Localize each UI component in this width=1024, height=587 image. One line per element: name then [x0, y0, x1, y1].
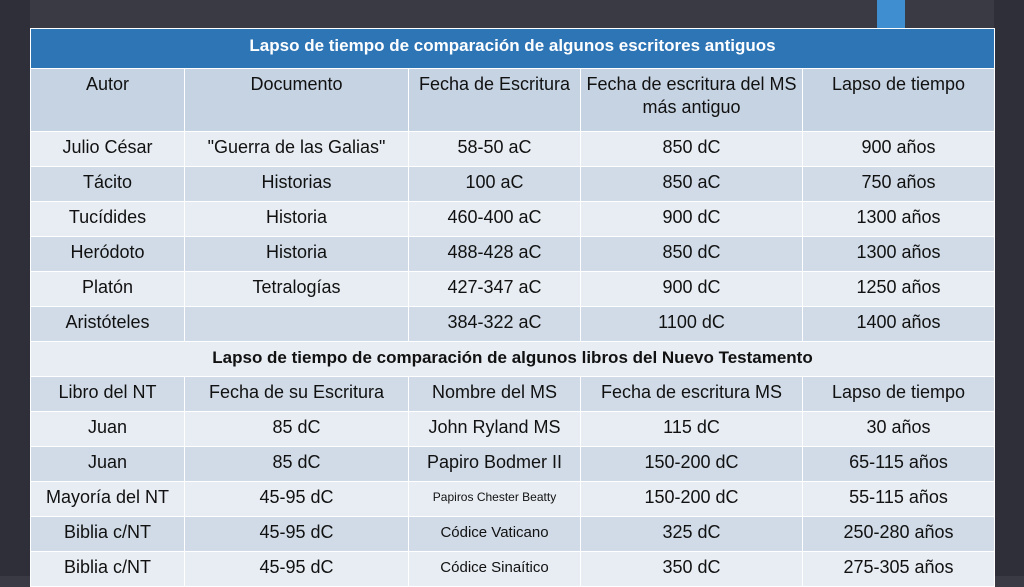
- table-cell: 1300 años: [803, 237, 995, 272]
- table2-header-cell: Nombre del MS: [409, 377, 581, 412]
- table-cell: 45-95 dC: [185, 552, 409, 587]
- table-cell: 65-115 años: [803, 447, 995, 482]
- table-cell: 115 dC: [581, 412, 803, 447]
- comparison-table: [30, 28, 995, 587]
- table1-header-cell: Fecha de Escritura: [409, 69, 581, 132]
- table-cell: 1300 años: [803, 202, 995, 237]
- accent-bar: [877, 0, 905, 30]
- table-cell: 100 aC: [409, 167, 581, 202]
- table-cell: Heródoto: [31, 237, 185, 272]
- table-row: [31, 517, 995, 552]
- table-cell: Julio César: [31, 132, 185, 167]
- table2-header-row: [31, 377, 995, 412]
- table1-header-cell: Lapso de tiempo: [803, 69, 995, 132]
- table-cell: Historias: [185, 167, 409, 202]
- table-cell: 58-50 aC: [409, 132, 581, 167]
- table-cell: 1400 años: [803, 307, 995, 342]
- table-cell: Historia: [185, 202, 409, 237]
- table-cell: 850 dC: [581, 237, 803, 272]
- table-cell: 45-95 dC: [185, 482, 409, 517]
- table-cell: Papiro Bodmer II: [409, 447, 581, 482]
- table-cell: 85 dC: [185, 412, 409, 447]
- table-cell: 150-200 dC: [581, 482, 803, 517]
- table-cell: Juan: [31, 447, 185, 482]
- table2-header-cell: Libro del NT: [31, 377, 185, 412]
- table-cell: Códice Sinaítico: [409, 552, 581, 587]
- table-row: [31, 552, 995, 587]
- table-cell: Tetralogías: [185, 272, 409, 307]
- table1-header-row: [31, 69, 995, 132]
- table-row: [31, 167, 995, 202]
- table-row: [31, 307, 995, 342]
- table-cell: Tácito: [31, 167, 185, 202]
- table-cell: 1100 dC: [581, 307, 803, 342]
- background-left-panel: [0, 0, 30, 576]
- table-cell: 384-322 aC: [409, 307, 581, 342]
- table-cell: 45-95 dC: [185, 517, 409, 552]
- table-cell: Biblia c/NT: [31, 552, 185, 587]
- table-cell: 850 dC: [581, 132, 803, 167]
- table-row: [31, 132, 995, 167]
- table1-title-row: [31, 29, 995, 69]
- table-cell: Códice Vaticano: [409, 517, 581, 552]
- table1-header-cell: Fecha de escritura del MS más antiguo: [581, 69, 803, 132]
- table-cell: 30 años: [803, 412, 995, 447]
- table-cell: 900 dC: [581, 202, 803, 237]
- table-cell: 750 años: [803, 167, 995, 202]
- table-cell: Papiros Chester Beatty: [409, 482, 581, 517]
- table-cell: John Ryland MS: [409, 412, 581, 447]
- table-cell: Aristóteles: [31, 307, 185, 342]
- table-cell: 350 dC: [581, 552, 803, 587]
- table-cell: 85 dC: [185, 447, 409, 482]
- table2-header-cell: Lapso de tiempo: [803, 377, 995, 412]
- table-cell: Tucídides: [31, 202, 185, 237]
- table-cell: 55-115 años: [803, 482, 995, 517]
- table-cell: 275-305 años: [803, 552, 995, 587]
- table-cell: 460-400 aC: [409, 202, 581, 237]
- table-row: [31, 447, 995, 482]
- table-row: [31, 202, 995, 237]
- table-row: [31, 482, 995, 517]
- table1-header-cell: Autor: [31, 69, 185, 132]
- table-cell: 488-428 aC: [409, 237, 581, 272]
- table-row: [31, 237, 995, 272]
- table-cell: Mayoría del NT: [31, 482, 185, 517]
- table-cell: Biblia c/NT: [31, 517, 185, 552]
- background-right-panel: [994, 0, 1024, 576]
- table1-header-cell: Documento: [185, 69, 409, 132]
- table-cell: 427-347 aC: [409, 272, 581, 307]
- table-cell: 150-200 dC: [581, 447, 803, 482]
- table2-header-cell: Fecha de escritura MS: [581, 377, 803, 412]
- table-row: [31, 272, 995, 307]
- table1-title: Lapso de tiempo de comparación de algunos escritores antiguos: [31, 29, 995, 69]
- table-cell: 250-280 años: [803, 517, 995, 552]
- table-cell: Platón: [31, 272, 185, 307]
- table-cell: 325 dC: [581, 517, 803, 552]
- table-cell: Juan: [31, 412, 185, 447]
- table-cell: 1250 años: [803, 272, 995, 307]
- table2-header-cell: Fecha de su Escritura: [185, 377, 409, 412]
- table-cell: 900 años: [803, 132, 995, 167]
- table-cell: 900 dC: [581, 272, 803, 307]
- table-cell: "Guerra de las Galias": [185, 132, 409, 167]
- table-cell: [185, 307, 409, 342]
- table2-title: Lapso de tiempo de comparación de algunos libros del Nuevo Testamento: [31, 342, 995, 377]
- table-cell: 850 aC: [581, 167, 803, 202]
- table-cell: Historia: [185, 237, 409, 272]
- table-row: [31, 412, 995, 447]
- table2-title-row: [31, 342, 995, 377]
